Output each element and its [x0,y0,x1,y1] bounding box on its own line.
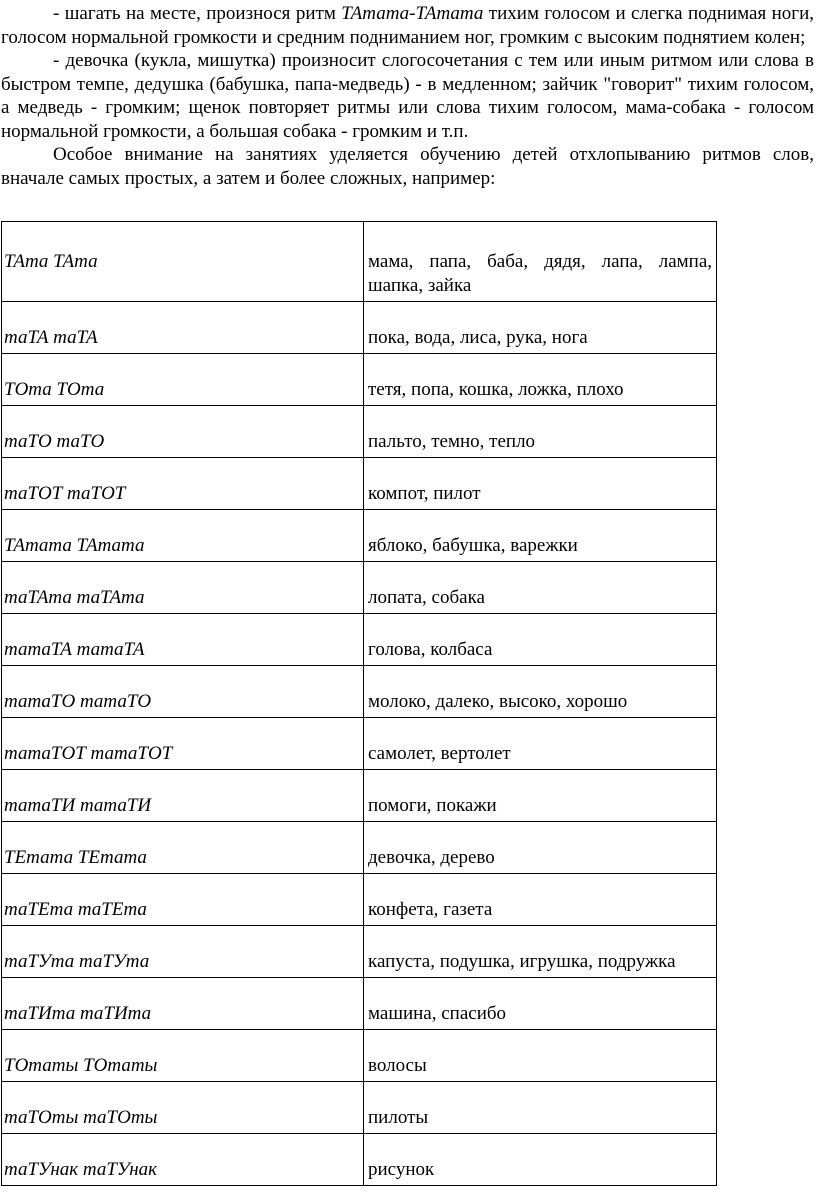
table-row [2,458,717,510]
paragraph-walking-end: тихим голосом и слегка поднимая ноги, голосом нормальной громкости и средним подниманием ног, громким с высоким поднятием колен; [1,3,814,48]
rhythm-example: ТАтата-ТАтата [341,3,484,24]
rhythm-pattern-cell: татаТИ татаТИ [2,770,364,822]
rhythm-pattern-cell: ТОта ТОта [2,354,364,406]
rhythm-pattern-cell: таТА таТА [2,302,364,354]
paragraph-characters: - девочка (кукла, мишутка) произносит слогосочетания с тем или иным ритмом или слова в быстром темпе, дедушка (бабушка, папа-медведь) - в медленном; зайчик "говорит" тихим голосом, а медведь - громким; щенок повторяет ритмы или слова тихим голосом, мама-собака - голосом нормальной громкости, а большая собака - громким и т.п. [1,50,814,142]
rhythm-pattern-cell: ТОтаты ТОтаты [2,1030,364,1082]
table-row [2,510,717,562]
rhythm-pattern-cell: таТУта таТУта [2,926,364,978]
body-text [1,2,814,190]
table-row [2,770,717,822]
words-cell: тетя, попа, кошка, ложка, плохо [364,354,717,406]
table-row [2,1030,717,1082]
rhythm-pattern-cell: татаТО татаТО [2,666,364,718]
rhythm-pattern-cell: ТАтата ТАтата [2,510,364,562]
rhythm-pattern-cell: татаТА татаТА [2,614,364,666]
table-row [2,406,717,458]
words-cell: волосы [364,1030,717,1082]
rhythm-pattern-cell: таТЕта таТЕта [2,874,364,926]
table-row [2,562,717,614]
words-cell: помоги, покажи [364,770,717,822]
table-row [2,822,717,874]
table-row [2,666,717,718]
rhythm-pattern-cell: таТИта таТИта [2,978,364,1030]
table-row [2,1082,717,1134]
words-cell: пока, вода, лиса, рука, нога [364,302,717,354]
words-cell: компот, пилот [364,458,717,510]
rhythm-pattern-cell: ТАта ТАта [2,222,364,302]
words-cell: рисунок [364,1134,717,1186]
table-row [2,1134,717,1186]
table-row [2,718,717,770]
table-row [2,354,717,406]
rhythm-pattern-cell: таТОты таТОты [2,1082,364,1134]
table-row [2,614,717,666]
words-cell: пальто, темно, тепло [364,406,717,458]
words-cell: самолет, вертолет [364,718,717,770]
rhythm-pattern-cell: таТО таТО [2,406,364,458]
rhythm-table-body [2,222,717,1186]
words-cell: лопата, собака [364,562,717,614]
paragraph-walking [1,2,814,49]
table-row [2,978,717,1030]
rhythm-pattern-cell: таТУнак таТУнак [2,1134,364,1186]
words-cell: голова, колбаса [364,614,717,666]
words-cell: конфета, газета [364,874,717,926]
words-cell: девочка, дерево [364,822,717,874]
paragraph-clapping: Особое внимание на занятиях уделяется обучению детей отхлопыванию ритмов слов, вначале самых простых, а затем и более сложных, например: [1,144,814,189]
rhythm-pattern-cell: ТЕтата ТЕтата [2,822,364,874]
rhythm-pattern-cell: татаТОТ татаТОТ [2,718,364,770]
words-cell: машина, спасибо [364,978,717,1030]
words-cell: пилоты [364,1082,717,1134]
table-row [2,222,717,302]
table-row [2,874,717,926]
rhythm-pattern-cell: таТОТ таТОТ [2,458,364,510]
words-cell: яблоко, бабушка, варежки [364,510,717,562]
table-row [2,302,717,354]
words-cell: молоко, далеко, высоко, хорошо [364,666,717,718]
table-row [2,926,717,978]
paragraph-walking-start: - шагать на месте, произнося ритм [53,3,342,24]
words-cell: капуста, подушка, игрушка, подружка [364,926,717,978]
rhythm-pattern-cell: таТАта таТАта [2,562,364,614]
words-cell: мама, папа, баба, дядя, лапа, лампа, шапка, зайка [364,222,717,302]
rhythm-table [1,221,717,1186]
